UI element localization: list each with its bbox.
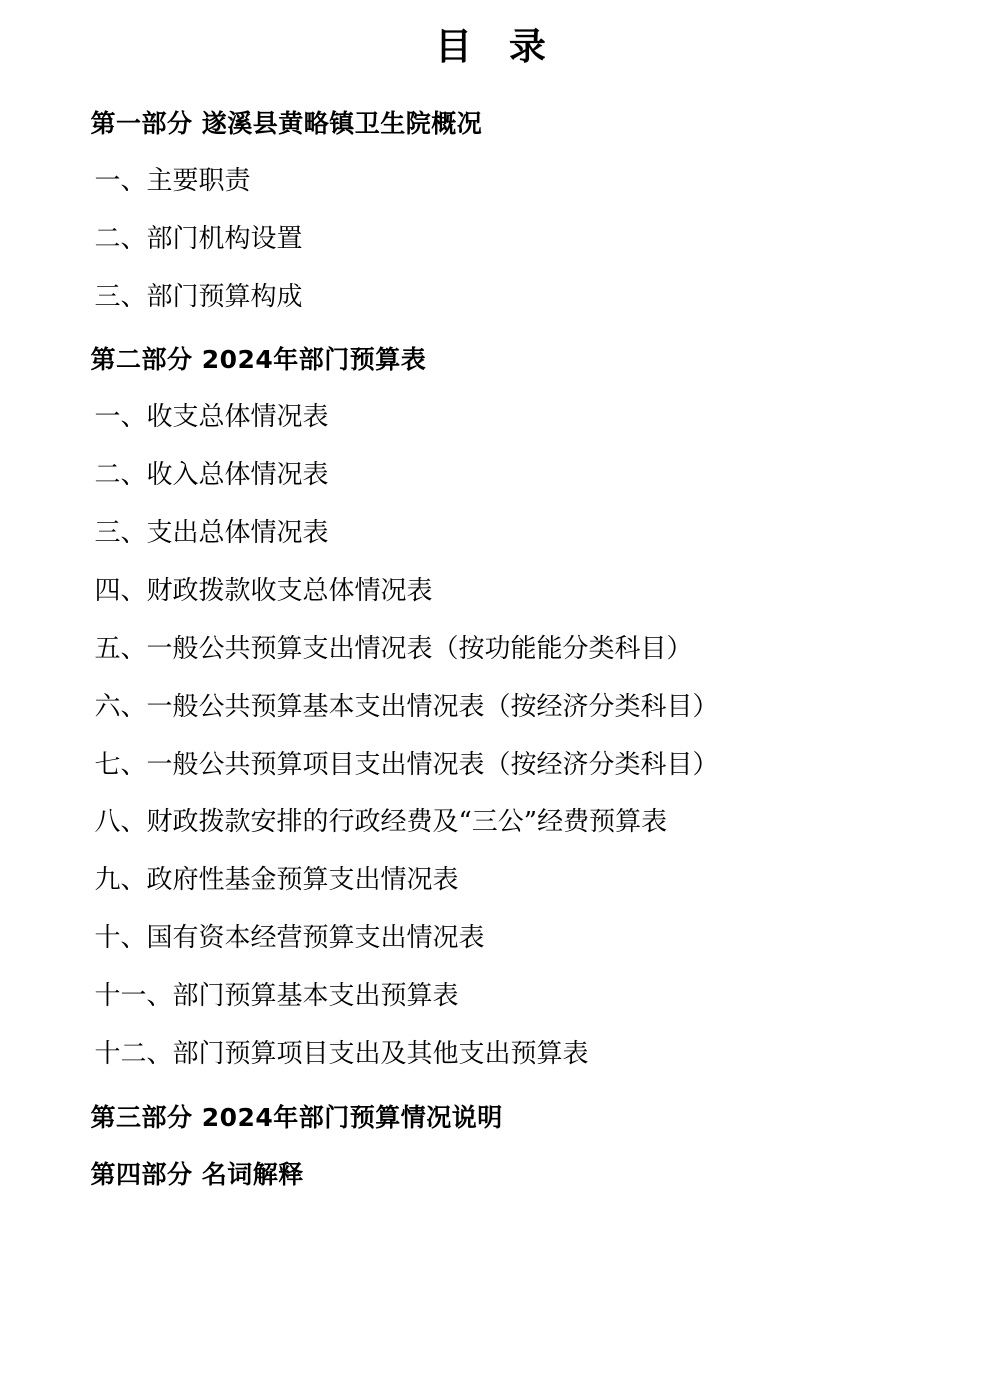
toc-part-entry[interactable]	[87, 346, 907, 375]
toc-entry-label: 八、财政拨款安排的行政经费及“三公”经费预算表	[94, 807, 668, 838]
toc-item-entry[interactable]	[87, 635, 907, 665]
toc-item-entry[interactable]	[87, 693, 907, 723]
toc-item-entry[interactable]	[87, 461, 907, 491]
toc-entry-label: 十、国有资本经营预算支出情况表	[94, 923, 485, 954]
toc-entry-label: 六、一般公共预算基本支出情况表（按经济分类科目）	[94, 691, 719, 722]
toc-item-entry[interactable]	[87, 283, 907, 313]
toc-entry-label: 第三部分 2024年部门预算情况说明	[90, 1102, 503, 1132]
toc-part-entry[interactable]	[87, 1161, 907, 1190]
toc-entry-label: 十二、部门预算项目支出及其他支出预算表	[94, 1038, 589, 1069]
document-page	[0, 16, 993, 1393]
table-of-contents	[87, 110, 907, 1189]
toc-item-entry[interactable]	[87, 225, 907, 255]
toc-entry-label: 第一部分 遂溪县黄略镇卫生院概况	[90, 109, 483, 138]
toc-part-entry[interactable]	[87, 1104, 907, 1133]
toc-entry-label: 十一、部门预算基本支出预算表	[94, 981, 459, 1012]
toc-item-entry[interactable]	[87, 751, 907, 781]
toc-item-entry[interactable]	[87, 866, 907, 896]
toc-entry-label: 五、一般公共预算支出情况表（按功能能分类科目）	[94, 633, 693, 664]
toc-item-entry[interactable]	[87, 1040, 907, 1070]
toc-item-entry[interactable]	[87, 924, 907, 954]
toc-item-entry[interactable]	[87, 808, 907, 838]
toc-entry-label: 三、部门预算构成	[94, 281, 303, 312]
toc-entry-label: 四、财政拨款收支总体情况表	[94, 575, 433, 606]
toc-entry-label: 三、支出总体情况表	[94, 517, 329, 548]
toc-entry-label: 九、政府性基金预算支出情况表	[94, 865, 459, 896]
toc-item-entry[interactable]	[87, 167, 907, 197]
toc-item-entry[interactable]	[87, 982, 907, 1012]
toc-entry-label: 一、主要职责	[94, 165, 251, 196]
toc-entry-label: 一、收支总体情况表	[94, 402, 329, 433]
toc-part-entry[interactable]	[87, 110, 907, 139]
toc-entry-label: 二、部门机构设置	[94, 223, 303, 254]
page-title: 目 录	[435, 24, 558, 68]
toc-item-entry[interactable]	[87, 403, 907, 433]
toc-item-entry[interactable]	[87, 519, 907, 549]
toc-item-entry[interactable]	[87, 577, 907, 607]
toc-entry-label: 第二部分 2024年部门预算表	[90, 345, 427, 375]
toc-entry-label: 第四部分 名词解释	[90, 1159, 304, 1189]
toc-entry-label: 七、一般公共预算项目支出情况表（按经济分类科目）	[94, 749, 719, 780]
toc-entry-label: 二、收入总体情况表	[94, 460, 329, 491]
